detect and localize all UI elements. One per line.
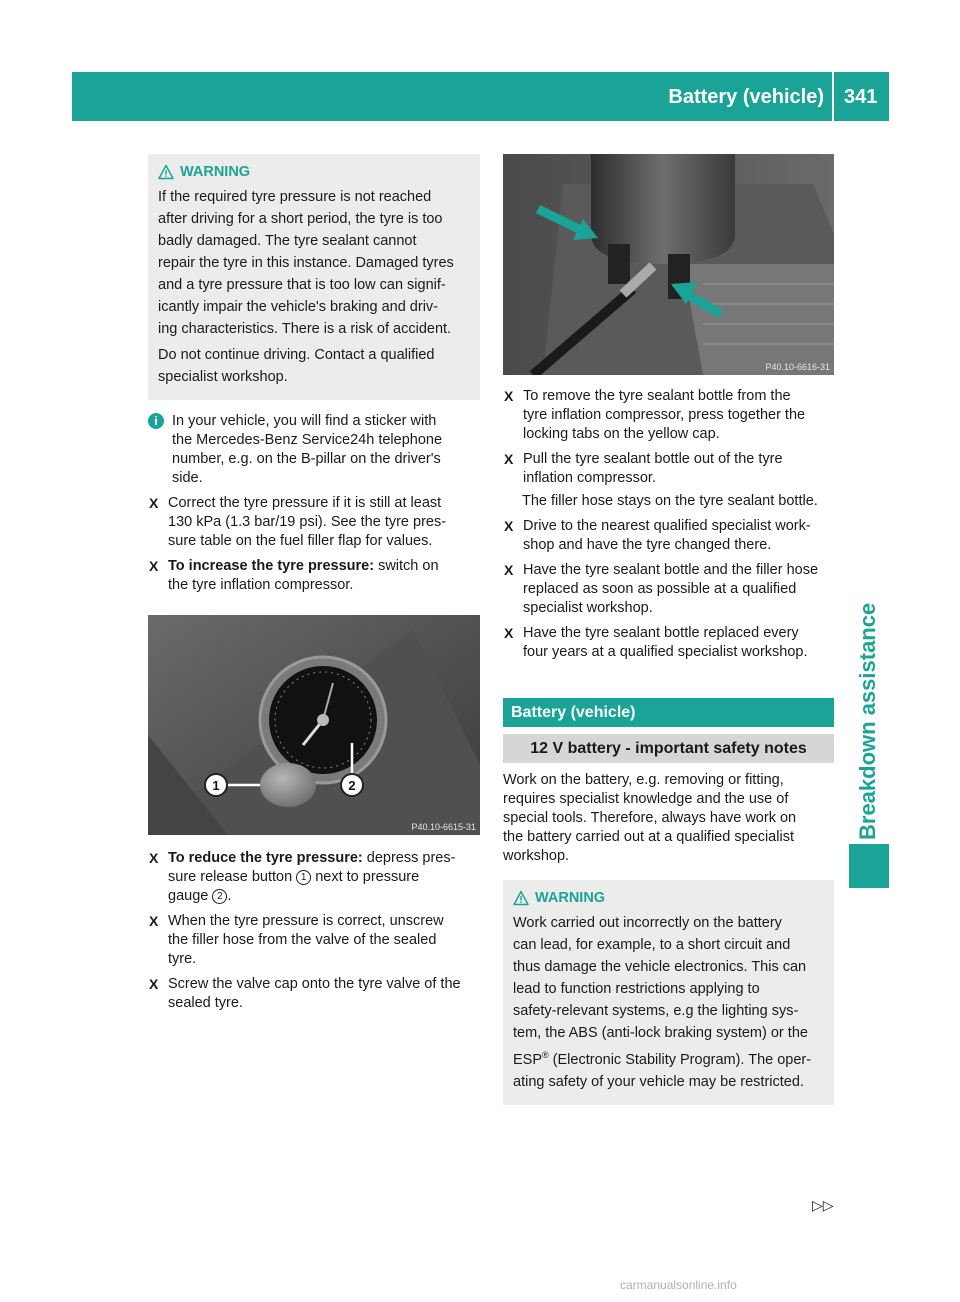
text-line: Have the tyre sealant bottle replaced every: [523, 625, 799, 641]
text-line: tyre.: [168, 951, 197, 967]
step-marker-icon: X: [149, 495, 159, 511]
step-unscrew-hose: [148, 912, 480, 969]
page-number-box: [834, 72, 889, 121]
text-line: safety-relevant systems, e.g the lighting sys-: [513, 1003, 799, 1019]
text-line: .: [227, 888, 232, 904]
side-tab-marker: [849, 844, 889, 888]
side-tab: [849, 160, 889, 840]
text-line: requires specialist knowledge and the use of: [503, 791, 789, 807]
text-line: Pull the tyre sealant bottle out of the tyre: [523, 451, 783, 467]
text-line: ating safety of your vehicle may be restricted.: [513, 1073, 804, 1090]
callout-2: 2: [348, 778, 356, 793]
step-bold-label: To increase the tyre pressure:: [168, 558, 375, 574]
warning-label: WARNING: [180, 164, 251, 180]
text-line: sure release button: [168, 869, 297, 885]
section-heading-battery: Battery (vehicle): [503, 698, 834, 727]
text-line: When the tyre pressure is correct, unscrew: [168, 913, 444, 929]
text-line: Work carried out incorrectly on the battery: [513, 915, 782, 931]
text-line: specialist workshop.: [158, 369, 288, 385]
warning-triangle-icon: [513, 890, 529, 906]
step-bold-label: To reduce the tyre pressure:: [168, 850, 363, 866]
text-line: In your vehicle, you will find a sticker with: [172, 413, 437, 429]
text-line: gauge: [168, 888, 213, 904]
text-line: tyre inflation compressor, press together the: [523, 407, 806, 423]
header-title: Battery (vehicle): [668, 86, 824, 108]
text-line: Have the tyre sealant bottle and the filler hose: [523, 562, 819, 578]
text-line: 130 kPa (1.3 bar/19 psi). See the tyre pres-: [168, 514, 447, 530]
gauge-illustration: [148, 615, 480, 835]
text-line: inflation compressor.: [523, 470, 656, 486]
text-line: next to pressure: [311, 869, 420, 885]
warning-heading: [158, 164, 470, 180]
step-marker-icon: X: [149, 976, 159, 992]
text-line: ESP: [513, 1051, 543, 1068]
text-line: sealed tyre.: [168, 995, 243, 1011]
left-column: [148, 154, 480, 1013]
figure-pressure-gauge: [148, 615, 480, 835]
step-marker-icon: X: [149, 850, 159, 866]
text-line: specialist workshop.: [523, 600, 653, 616]
next-page-arrows-icon: ▷▷: [812, 1197, 834, 1213]
step-marker-icon: X: [149, 913, 159, 929]
info-icon: i: [148, 413, 164, 429]
subsection-heading-safety: 12 V battery - important safety notes: [503, 734, 834, 763]
text-line: the battery carried out at a qualified specialist: [503, 829, 794, 845]
callout-ref-2: 2: [212, 889, 227, 904]
step-marker-icon: X: [504, 562, 514, 578]
step-marker-icon: X: [504, 451, 514, 467]
step-marker-icon: X: [504, 388, 514, 404]
text-line: four years at a qualified specialist workshop.: [523, 644, 808, 660]
info-text: [172, 412, 442, 488]
warning-heading: [513, 890, 824, 906]
info-note: [148, 412, 480, 488]
step-marker-icon: X: [149, 558, 159, 574]
step-note: The filler hose stays on the tyre sealant bottle.: [522, 493, 818, 509]
warning-text: [158, 186, 470, 340]
text-line: side.: [172, 470, 203, 486]
text-line: the tyre inflation compressor.: [168, 577, 354, 593]
text-line: icantly impair the vehicle's braking and driv-: [158, 299, 439, 315]
text-line: sure table on the fuel filler flap for values.: [168, 533, 433, 549]
text-line: depress pres-: [362, 850, 456, 866]
text-line: (Electronic Stability Program). The oper-: [548, 1051, 812, 1068]
text-line: Do not continue driving. Contact a qualified: [158, 347, 435, 363]
right-column: [503, 154, 834, 1105]
warning-text: [158, 344, 470, 388]
side-tab-label: Breakdown assistance: [855, 602, 880, 840]
step-increase-pressure: [148, 557, 480, 595]
text-line: the filler hose from the valve of the sealed: [168, 932, 437, 948]
text-line: lead to function restrictions applying to: [513, 981, 760, 997]
text-line: Correct the tyre pressure if it is still at least: [168, 495, 442, 511]
step-marker-icon: X: [504, 625, 514, 641]
text-line: thus damage the vehicle electronics. This can: [513, 959, 807, 975]
text-line: the Mercedes-Benz Service24h telephone: [172, 432, 443, 448]
warning-box-battery: [503, 880, 834, 1105]
figure-caption: P40.10-6615-31: [411, 822, 476, 832]
step-valve-cap: [148, 975, 480, 1013]
callout-ref-1: 1: [296, 870, 311, 885]
step-marker-icon: X: [504, 518, 514, 534]
text-line: Drive to the nearest qualified specialist work-: [523, 518, 811, 534]
text-line: number, e.g. on the B-pillar on the driver's: [172, 451, 441, 467]
text-line: and a tyre pressure that is too low can signif-: [158, 277, 446, 293]
text-line: replaced as soon as possible at a qualified: [523, 581, 797, 597]
step-correct-pressure: [148, 494, 480, 551]
text-line: ing characteristics. There is a risk of accident.: [158, 321, 452, 337]
battery-paragraph: [503, 771, 834, 866]
text-line: can lead, for example, to a short circuit and: [513, 937, 791, 953]
page-number: 341: [844, 86, 878, 108]
text-line: repair the tyre in this instance. Damaged tyres: [158, 255, 454, 271]
text-line: locking tabs on the yellow cap.: [523, 426, 720, 442]
callout-1: 1: [212, 778, 220, 793]
warning-label: WARNING: [535, 890, 606, 906]
warning-box-tyre: [148, 154, 480, 400]
sealant-bottle-illustration: [503, 154, 834, 375]
figure-caption: P40.10-6616-31: [765, 362, 830, 372]
text-line: after driving for a short period, the tyre is too: [158, 211, 443, 227]
step-pull-bottle: [503, 450, 834, 488]
step-replace-every-four-years: [503, 624, 834, 662]
warning-text: [513, 912, 824, 1093]
text-line: badly damaged. The tyre sealant cannot: [158, 233, 417, 249]
step-remove-bottle: [503, 387, 834, 444]
figure-sealant-bottle: [503, 154, 834, 375]
text-line: workshop.: [503, 848, 570, 864]
text-line: switch on: [374, 558, 439, 574]
text-line: Screw the valve cap onto the tyre valve of the: [168, 976, 461, 992]
step-drive-workshop: [503, 517, 834, 555]
registered-mark: ®: [542, 1050, 549, 1060]
footer-watermark: carmanualsonline.info: [620, 1278, 737, 1292]
text-line: tem, the ABS (anti-lock braking system) or the: [513, 1025, 808, 1041]
step-replace-bottle-hose: [503, 561, 834, 618]
step-reduce-pressure: [148, 849, 480, 906]
warning-triangle-icon: [158, 164, 174, 180]
text-line: If the required tyre pressure is not reached: [158, 189, 432, 205]
text-line: To remove the tyre sealant bottle from the: [523, 388, 791, 404]
text-line: shop and have the tyre changed there.: [523, 537, 772, 553]
text-line: Work on the battery, e.g. removing or fitting,: [503, 772, 784, 788]
text-line: special tools. Therefore, always have work on: [503, 810, 797, 826]
